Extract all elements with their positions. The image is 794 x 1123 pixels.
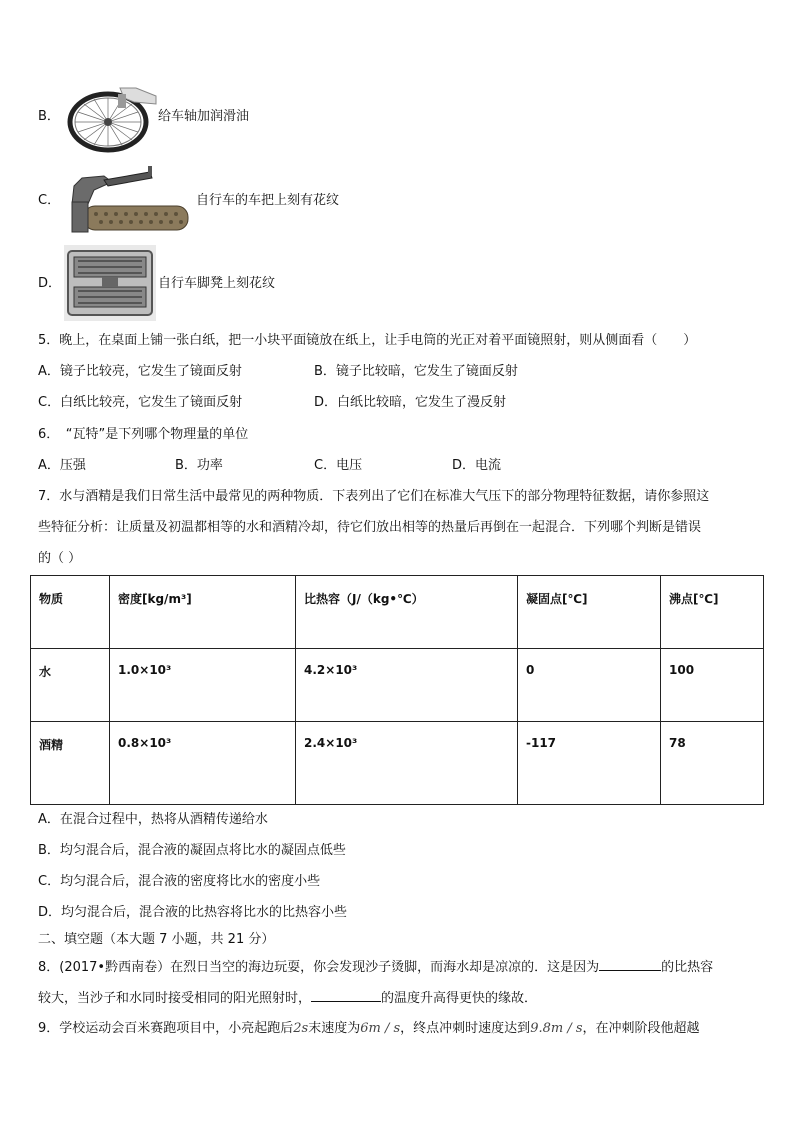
- table-cell: 2.4×10³: [296, 722, 518, 805]
- table-cell: 1.0×10³: [110, 649, 296, 722]
- stem-text: ，在冲刺阶段他超越: [582, 1021, 700, 1036]
- stem-text: ，终点冲刺时速度达到: [400, 1021, 531, 1036]
- option-a: A．压强: [38, 458, 86, 473]
- stem-text: 的温度升高得更快的缘故．: [381, 991, 538, 1006]
- table-header-cell: 密度[kg/m³]: [110, 576, 296, 649]
- bicycle-pedal-image: [64, 245, 156, 321]
- math-expression: 6m / s: [360, 1021, 401, 1036]
- option-text: 自行车的车把上刻有花纹: [196, 193, 340, 208]
- option-text: 自行车脚凳上刻花纹: [158, 276, 276, 291]
- option-b: B．功率: [175, 458, 223, 473]
- question-stem-line: 的（ ）: [38, 551, 82, 566]
- stem-text: 末速度为: [308, 1021, 361, 1036]
- math-expression: 9.8m / s: [530, 1021, 583, 1036]
- property-table: [30, 575, 764, 805]
- math-expression: 2s: [293, 1021, 309, 1036]
- table-row: [31, 649, 764, 722]
- option-c: C．电压: [314, 458, 363, 473]
- table-cell: 78: [661, 722, 764, 805]
- stem-text: 较大，当沙子和水同时接受相同的阳光照射时，: [38, 991, 312, 1006]
- option-b: B．镜子比较暗，它发生了镜面反射: [314, 364, 518, 379]
- table-cell: 0.8×10³: [110, 722, 296, 805]
- option-a: A．镜子比较亮，它发生了镜面反射: [38, 364, 242, 379]
- table-header-cell: 比热容（J/（kg•℃）: [296, 576, 518, 649]
- answer-blank[interactable]: [599, 958, 661, 971]
- table-cell: -117: [518, 722, 661, 805]
- option-letter: D．: [38, 276, 62, 291]
- table-cell: 100: [661, 649, 764, 722]
- question-stem-line: 些特征分析：让质量及初温都相等的水和酒精冷却，待它们放出相等的热量后再倒在一起混合．下列哪个判断是错误: [38, 520, 702, 535]
- option-text: 给车轴加润滑油: [158, 109, 250, 124]
- bicycle-handlebar-grip-image: [64, 164, 194, 236]
- option-a: A．在混合过程中，热将从酒精传递给水: [38, 812, 268, 827]
- table-cell: 4.2×10³: [296, 649, 518, 722]
- option-d: D．均匀混合后，混合液的比热容将比水的比热容小些: [38, 905, 348, 920]
- option-letter: B．: [38, 109, 60, 124]
- table-header-cell: 凝固点[℃]: [518, 576, 661, 649]
- table-header-row: [31, 576, 764, 649]
- stem-text: 9．学校运动会百米赛跑项目中，小亮起跑后: [38, 1021, 294, 1036]
- stem-text: 的比热容: [661, 960, 714, 975]
- answer-blank[interactable]: [311, 989, 381, 1002]
- table-row: [31, 722, 764, 805]
- option-c: C．白纸比较亮，它发生了镜面反射: [38, 395, 243, 410]
- question-stem-line: [38, 989, 537, 1008]
- bicycle-wheel-oil-image: [64, 84, 158, 154]
- question-stem-line: 7．水与酒精是我们日常生活中最常见的两种物质．下表列出了它们在标准大气压下的部分物理特征数据，请你参照这: [38, 489, 710, 504]
- question-stem: 6． “瓦特”是下列哪个物理量的单位: [38, 427, 249, 442]
- question-stem-line: [38, 958, 713, 977]
- option-d: D．白纸比较暗，它发生了漫反射: [314, 395, 507, 410]
- table-cell: 0: [518, 649, 661, 722]
- table-header-cell: 物质: [31, 576, 110, 649]
- table-cell: 水: [31, 649, 110, 722]
- stem-text: 8．(2017•黔西南卷）在烈日当空的海边玩耍，你会发现沙子烫脚，而海水却是凉凉的．这是因为: [38, 960, 600, 975]
- option-d: D．电流: [452, 458, 502, 473]
- table-cell: 酒精: [31, 722, 110, 805]
- question-9: [38, 1020, 700, 1038]
- option-letter: C．: [38, 193, 61, 208]
- option-c: C．均匀混合后，混合液的密度将比水的密度小些: [38, 874, 321, 889]
- question-stem: 5．晚上，在桌面上铺一张白纸，把一小块平面镜放在纸上，让手电筒的光正对着平面镜照射，则从侧面看（ ）: [38, 333, 697, 348]
- section-heading: 二、填空题（本大题 7 小题，共 21 分）: [38, 932, 275, 947]
- option-b: B．均匀混合后，混合液的凝固点将比水的凝固点低些: [38, 843, 346, 858]
- table-header-cell: 沸点[℃]: [661, 576, 764, 649]
